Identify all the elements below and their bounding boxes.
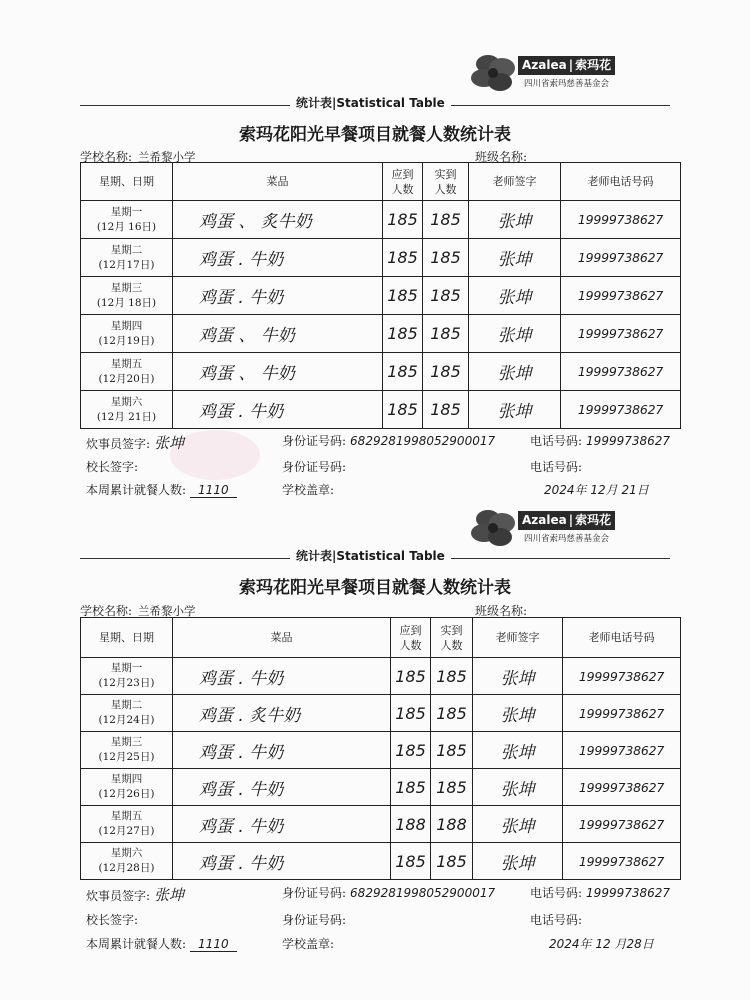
expected-cell: 185 (391, 695, 431, 732)
dish-cell: 鸡蛋 . 牛奶 (173, 277, 383, 315)
col-dish: 菜品 (173, 163, 383, 201)
actual-cell: 185 (431, 658, 473, 695)
school-name-field: 学校名称: 兰希黎小学 (80, 150, 196, 164)
azalea-logo (468, 50, 628, 94)
teacher-phone: 19999738627 (561, 277, 681, 315)
statistical-table-header (80, 92, 670, 112)
table-row (81, 732, 681, 769)
dish-cell: 鸡蛋 . 牛奶 (173, 732, 391, 769)
teacher-signature: 张坤 (469, 391, 561, 429)
teacher-phone: 19999738627 (561, 239, 681, 277)
table-row (81, 806, 681, 843)
actual-cell: 185 (423, 201, 469, 239)
expected-cell: 185 (383, 391, 423, 429)
expected-cell: 185 (383, 353, 423, 391)
foundation-name: 四川省索玛慈善基金会 (524, 534, 610, 544)
table-row (81, 843, 681, 880)
dish-cell: 鸡蛋 . 牛奶 (173, 843, 391, 880)
col-teacher: 老师签字 (469, 163, 561, 201)
col-actual: 实到 人数 (423, 163, 469, 201)
teacher-signature: 张坤 (473, 769, 563, 806)
day-cell: 星期二 (12月17日) (81, 239, 173, 277)
actual-cell: 185 (423, 277, 469, 315)
teacher-signature: 张坤 (469, 315, 561, 353)
col-day: 星期、日期 (81, 618, 173, 658)
col-expected: 应到 人数 (391, 618, 431, 658)
actual-cell: 185 (423, 239, 469, 277)
dish-cell: 鸡蛋 . 牛奶 (173, 658, 391, 695)
day-cell: 星期一 (12月23日) (81, 658, 173, 695)
dish-cell: 鸡蛋 . 牛奶 (173, 769, 391, 806)
expected-cell: 185 (383, 277, 423, 315)
weekly-total-field: 本周累计就餐人数: 1110 (86, 935, 237, 952)
teacher-signature: 张坤 (469, 277, 561, 315)
principal-signature-field: 校长签字: (86, 913, 139, 927)
signed-date: 2024年 12月 21日 (544, 483, 649, 497)
table-row (81, 201, 681, 239)
expected-cell: 185 (383, 315, 423, 353)
actual-cell: 185 (431, 732, 473, 769)
header-tag: 统计表|Statistical Table (290, 547, 451, 564)
expected-cell: 185 (383, 239, 423, 277)
dish-cell: 鸡蛋 . 牛奶 (173, 239, 383, 277)
teacher-signature: 张坤 (473, 843, 563, 880)
actual-cell: 185 (423, 315, 469, 353)
table-row (81, 277, 681, 315)
table-row (81, 391, 681, 429)
actual-cell: 185 (431, 695, 473, 732)
teacher-phone: 19999738627 (563, 806, 681, 843)
class-name-field: 班级名称: (475, 150, 528, 164)
attendance-table (80, 162, 681, 429)
expected-cell: 185 (383, 201, 423, 239)
principal-id-field: 身份证号码: (282, 913, 347, 927)
actual-cell: 185 (423, 353, 469, 391)
day-cell: 星期三 (12月 18日) (81, 277, 173, 315)
cook-phone-field: 电话号码: 19999738627 (530, 886, 671, 900)
actual-cell: 188 (431, 806, 473, 843)
cook-signature-field: 炊事员签字: 张坤 (86, 886, 185, 904)
expected-cell: 185 (391, 658, 431, 695)
principal-phone-field: 电话号码: (530, 460, 583, 474)
expected-cell: 185 (391, 769, 431, 806)
foundation-name: 四川省索玛慈善基金会 (524, 79, 610, 89)
day-cell: 星期五 (12月20日) (81, 353, 173, 391)
principal-id-field: 身份证号码: (282, 460, 347, 474)
header-tag: 统计表|Statistical Table (290, 94, 451, 111)
actual-cell: 185 (431, 769, 473, 806)
table-header-row (81, 163, 681, 201)
azalea-logo (468, 505, 628, 549)
table-row (81, 315, 681, 353)
col-teacher: 老师签字 (473, 618, 563, 658)
day-cell: 星期六 (12月 21日) (81, 391, 173, 429)
attendance-table (80, 617, 681, 880)
school-seal-field: 学校盖章: (282, 937, 335, 951)
teacher-phone: 19999738627 (561, 391, 681, 429)
teacher-phone: 19999738627 (563, 695, 681, 732)
col-day: 星期、日期 (81, 163, 173, 201)
brand-label: Azalea | 索玛花 (518, 56, 615, 75)
teacher-signature: 张坤 (469, 239, 561, 277)
brand-label: Azalea | 索玛花 (518, 511, 615, 530)
teacher-signature: 张坤 (469, 201, 561, 239)
teacher-signature: 张坤 (469, 353, 561, 391)
table-row (81, 769, 681, 806)
dish-cell: 鸡蛋 、 牛奶 (173, 353, 383, 391)
dish-cell: 鸡蛋 . 炙牛奶 (173, 695, 391, 732)
table-row (81, 353, 681, 391)
teacher-phone: 19999738627 (561, 315, 681, 353)
teacher-phone: 19999738627 (563, 769, 681, 806)
principal-signature-field: 校长签字: (86, 460, 139, 474)
expected-cell: 185 (391, 843, 431, 880)
actual-cell: 185 (423, 391, 469, 429)
table-header-row (81, 618, 681, 658)
day-cell: 星期四 (12月26日) (81, 769, 173, 806)
statistical-table-header (80, 545, 670, 565)
class-name-field: 班级名称: (475, 604, 528, 618)
dish-cell: 鸡蛋 . 牛奶 (173, 806, 391, 843)
expected-cell: 188 (391, 806, 431, 843)
page-title: 索玛花阳光早餐项目就餐人数统计表 (239, 578, 511, 598)
cook-id-field: 身份证号码: 6829281998052900017 (282, 434, 496, 448)
dish-cell: 鸡蛋 、 炙牛奶 (173, 201, 383, 239)
school-seal-field: 学校盖章: (282, 483, 335, 497)
teacher-signature: 张坤 (473, 732, 563, 769)
azalea-flower-icon (468, 505, 524, 549)
principal-phone-field: 电话号码: (530, 913, 583, 927)
cook-signature-field: 炊事员签字: 张坤 (86, 434, 185, 452)
page-title: 索玛花阳光早餐项目就餐人数统计表 (239, 125, 511, 145)
day-cell: 星期五 (12月27日) (81, 806, 173, 843)
day-cell: 星期六 (12月28日) (81, 843, 173, 880)
signed-date: 2024年 12 月28日 (549, 937, 654, 951)
table-row (81, 658, 681, 695)
teacher-signature: 张坤 (473, 806, 563, 843)
teacher-phone: 19999738627 (561, 201, 681, 239)
table-row (81, 239, 681, 277)
col-teacher-phone: 老师电话号码 (561, 163, 681, 201)
actual-cell: 185 (431, 843, 473, 880)
teacher-phone: 19999738627 (563, 658, 681, 695)
col-actual: 实到 人数 (431, 618, 473, 658)
table-row (81, 695, 681, 732)
cook-id-field: 身份证号码: 6829281998052900017 (282, 886, 496, 900)
col-expected: 应到 人数 (383, 163, 423, 201)
weekly-total-field: 本周累计就餐人数: 1110 (86, 481, 237, 498)
expected-cell: 185 (391, 732, 431, 769)
teacher-signature: 张坤 (473, 695, 563, 732)
day-cell: 星期三 (12月25日) (81, 732, 173, 769)
teacher-phone: 19999738627 (563, 843, 681, 880)
day-cell: 星期二 (12月24日) (81, 695, 173, 732)
azalea-flower-icon (468, 50, 524, 94)
teacher-signature: 张坤 (473, 658, 563, 695)
cook-phone-field: 电话号码: 19999738627 (530, 434, 671, 448)
col-dish: 菜品 (173, 618, 391, 658)
teacher-phone: 19999738627 (561, 353, 681, 391)
dish-cell: 鸡蛋 . 牛奶 (173, 391, 383, 429)
dish-cell: 鸡蛋 、 牛奶 (173, 315, 383, 353)
col-teacher-phone: 老师电话号码 (563, 618, 681, 658)
day-cell: 星期一 (12月 16日) (81, 201, 173, 239)
teacher-phone: 19999738627 (563, 732, 681, 769)
school-name-field: 学校名称: 兰希黎小学 (80, 604, 196, 618)
day-cell: 星期四 (12月19日) (81, 315, 173, 353)
